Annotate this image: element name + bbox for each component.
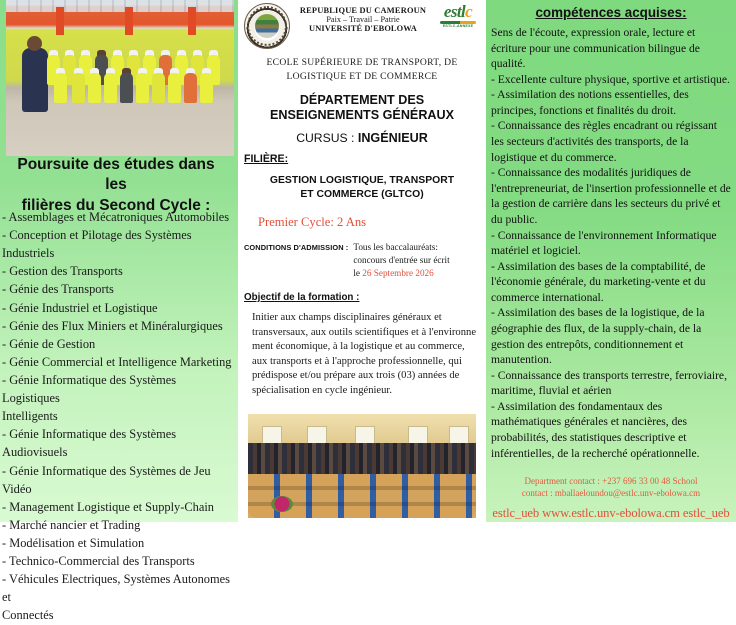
admission-exam-date: 26 Septembre 2026 <box>362 267 434 278</box>
group-photo-students-image <box>6 0 234 156</box>
group-photo-backdrop <box>6 0 234 156</box>
contact-phone-line: Department contact : +237 696 33 00 48 School <box>524 475 698 486</box>
department-line-2: ENSEIGNEMENTS GÉNÉRAUX <box>269 108 455 123</box>
department-title <box>244 93 480 124</box>
department-line-1: DÉPARTEMENT DES <box>299 92 425 107</box>
auditorium-photo-image <box>248 414 476 518</box>
republic-header-text <box>294 3 432 33</box>
admission-line-1: Tous les baccalauréats: <box>353 241 438 252</box>
list-item: - Assimilation des bases de la comptabilité, de l'économie générale, du marketing-vente et du commerce international. <box>491 259 706 304</box>
list-item: - Connaissance des règles encadrant ou régissant les secteurs d'activités des transports, de la logistique et du commerce. <box>491 119 717 164</box>
university-seal-icon <box>244 3 290 49</box>
list-item: - Génie des Flux Miniers et Minéralurgiques <box>2 318 223 333</box>
filiere-line-2: ET COMMERCE (GLTCO) <box>300 188 424 200</box>
list-item: - Gestion des Transports <box>2 264 123 279</box>
filiere-value <box>244 174 480 202</box>
list-item: Industriels <box>2 246 55 261</box>
cursus-label: CURSUS : <box>296 130 355 145</box>
cursus-row <box>244 131 480 145</box>
contact-email-line: contact : mballaeloundou@estlc.unv-ebolowa.cm <box>521 488 701 499</box>
left-column <box>0 0 238 623</box>
objectif-text: Initier aux champs disciplinaires généraux et transversaux, aux outils scientifiques et à l'environne ment économique, à la logistique et au commerce, aux transports et à l'approche professionnelle, qui prédispose et/ou prépare aux trois (03) années de spécialisation en cycle ingénieur. <box>252 311 477 397</box>
list-item: - Modélisation et Simulation <box>2 535 145 550</box>
list-item: - Conception et Pilotage des Systèmes <box>2 228 192 243</box>
list-item: - Génie Informatique des Systèmes Audiovisuels <box>2 427 177 460</box>
filiere-line-1: GESTION LOGISTIQUE, TRANSPORT <box>269 174 455 186</box>
estlc-logo-wordmark <box>436 3 480 20</box>
estlc-logo-accent: c <box>465 2 473 21</box>
estlc-logo-main: estl <box>443 2 466 21</box>
school-name <box>244 56 480 85</box>
contact-block <box>491 475 731 500</box>
left-heading-line-2: filières du Second Cycle : <box>21 196 211 214</box>
list-item: - Génie Informatique des Systèmes de Jeu Vidéo <box>2 463 211 496</box>
photo-audience <box>248 443 476 474</box>
photo-crowd-row <box>6 55 234 116</box>
list-item: - Véhicules Electriques, Systèmes Autonomes et <box>2 572 230 605</box>
list-item: - Management Logistique et Supply-Chain <box>2 499 214 514</box>
competences-list <box>491 25 731 461</box>
republic-line-2: Paix – Travail – Patrie <box>326 15 400 24</box>
list-item: - Technico-Commercial des Transports <box>2 554 195 569</box>
photo-flower-vase <box>271 496 293 512</box>
list-item: - Génie Commercial et Intelligence Marketing <box>2 354 232 369</box>
left-heading-line-1: Poursuite des études dans les <box>17 156 215 194</box>
list-item: Sens de l'écoute, expression orale, lecture et écriture pour une communication bilingue de qualité. <box>491 26 700 71</box>
list-item: - Assimilation des notions essentielles, des principes, fonctions et finalités du droit. <box>491 88 689 117</box>
photo-buildings <box>6 0 234 12</box>
list-item: - Génie Informatique des Systèmes Logistiques <box>2 372 177 406</box>
republic-line-3: UNIVERSITÉ D'EBOLOWA <box>309 24 417 33</box>
list-item: - Assemblages et Mécatroniques Automobiles <box>2 210 230 224</box>
list-item: - Génie Industriel et Logistique <box>2 300 158 315</box>
list-item: - Génie de Gestion <box>2 336 96 351</box>
school-name-line-2: LOGISTIQUE ET DE COMMERCE <box>286 71 438 83</box>
admission-line-3 <box>353 267 480 280</box>
admission-line-2: concours d'entrée sur écrit <box>353 254 450 265</box>
list-item: - Assimilation des fondamentaux des mathématiques générales et nancières, des probabilités, des statistiques descriptive et inférentielles, de la recherché opérationnelle. <box>491 399 700 460</box>
list-item: Connectés <box>2 608 54 623</box>
republic-line-1: REPUBLIQUE DU CAMEROUN <box>299 6 427 15</box>
photo-canopy-post-3 <box>188 7 196 36</box>
list-item: - Connaissance des modalités juridiques de l'entrepreneuriat, de l'insertion professionnelle et de la gestion de carrière dans les secteurs du privé et du public. <box>491 166 731 226</box>
photo-canopy-post-1 <box>56 7 64 36</box>
second-cycle-programs-list <box>2 208 234 625</box>
list-item: - Connaissance de l'environnement Informatique matériel et logiciel. <box>491 228 717 258</box>
list-item: - Génie des Transports <box>2 282 114 297</box>
admission-conditions <box>244 241 480 280</box>
estlc-logo-icon <box>436 3 480 33</box>
school-name-line-1: ECOLE SUPÉRIEURE DE TRANSPORT, DE <box>266 57 458 68</box>
list-item: - Connaissance des transports terrestre, ferroviaire, maritime, fluvial et aérien <box>491 368 727 398</box>
premier-cycle-duration: Premier Cycle: 2 Ans <box>258 214 367 229</box>
admission-value <box>353 241 480 280</box>
right-column <box>486 0 736 522</box>
institution-header <box>244 3 480 49</box>
middle-column <box>238 0 486 522</box>
cursus-value: INGÉNIEUR <box>357 130 428 145</box>
list-item: Intelligents <box>2 409 58 424</box>
list-item: - Excellente culture physique, sportive et artistique. <box>491 72 730 86</box>
admission-line-3-prefix: le <box>353 267 363 278</box>
photo-canopy-post-2 <box>125 7 133 36</box>
seal-outer-ring <box>247 6 287 46</box>
website-social-line: estlc_ueb www.estlc.unv-ebolowa.cm estlc_ueb <box>492 506 730 520</box>
list-item: - Assimilation des bases de la logistique, de la géographie des flux, de la supply-chain, de la gestion des entrepôts, conditionnement et manutention. <box>491 306 705 367</box>
competences-title: compétences acquises: <box>535 5 687 20</box>
estlc-logo-subtitle: ESTLC-ANNEXE <box>442 24 474 28</box>
filiere-label: FILIÈRE: <box>244 152 289 165</box>
admission-label: CONDITIONS D'ADMISSION : <box>244 242 349 252</box>
objectif-label: Objectif de la formation : <box>244 291 360 303</box>
list-item: - Marché nancier et Trading <box>2 517 141 532</box>
